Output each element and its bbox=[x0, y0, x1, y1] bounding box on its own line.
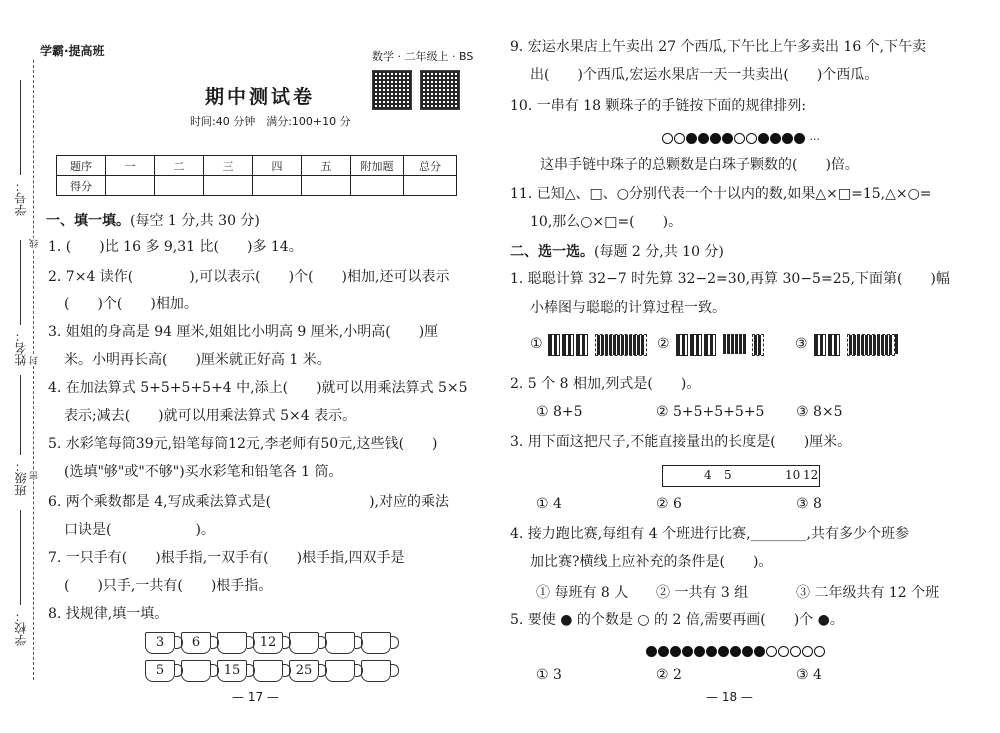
score-header-cell: 总分 bbox=[404, 156, 457, 176]
score-cell[interactable] bbox=[404, 176, 457, 196]
section-1-title: 一、填一填。 bbox=[46, 213, 130, 229]
score-cell[interactable] bbox=[204, 176, 253, 196]
cup-blank[interactable] bbox=[253, 660, 283, 682]
cut-mark-line: 线 bbox=[30, 239, 40, 248]
ruler bbox=[662, 465, 820, 487]
school-label: 学校： bbox=[14, 610, 28, 646]
black-bead bbox=[710, 133, 721, 144]
black-bead bbox=[706, 646, 717, 657]
section-2-title: 二、选一选。 bbox=[510, 244, 594, 260]
question-line: 加比赛?横线上应补充的条件是( )。 bbox=[530, 554, 773, 570]
black-bead bbox=[794, 133, 805, 144]
white-bead bbox=[790, 646, 801, 657]
question-line: 5. 水彩笔每筒39元,铅笔每筒12元,李老师有50元,这些钱( ) bbox=[48, 436, 438, 452]
q5-beads bbox=[646, 641, 826, 660]
stick-picture-2 bbox=[676, 334, 764, 356]
score-header-cell: 附加题 bbox=[351, 156, 404, 176]
school-blank[interactable] bbox=[20, 510, 21, 605]
question-line: 5. 要使 ● 的个数是 ○ 的 2 倍,需要再画( )个 ●。 bbox=[510, 612, 844, 628]
cup-blank[interactable] bbox=[325, 660, 355, 682]
black-bead bbox=[718, 646, 729, 657]
black-bead bbox=[682, 646, 693, 657]
option[interactable]: ① 4 bbox=[536, 496, 562, 512]
black-bead bbox=[658, 646, 669, 657]
score-header-cell: 一 bbox=[106, 156, 155, 176]
option[interactable]: ① 每班有 8 人 bbox=[536, 585, 629, 601]
section-1-note: (每空 1 分,共 30 分) bbox=[130, 213, 260, 229]
question-line: 2. 5 个 8 相加,列式是( )。 bbox=[510, 376, 701, 392]
question-line: 10,那么○×□=( )。 bbox=[530, 214, 683, 230]
black-bead bbox=[730, 646, 741, 657]
cup-with-number: 5 bbox=[145, 660, 175, 682]
option[interactable]: ② 一共有 3 组 bbox=[656, 585, 749, 601]
option[interactable]: ② 6 bbox=[656, 496, 682, 512]
white-bead bbox=[814, 646, 825, 657]
cup-with-number: 25 bbox=[289, 660, 319, 682]
cup-blank[interactable] bbox=[181, 660, 211, 682]
white-bead bbox=[662, 133, 673, 144]
score-header-cell: 二 bbox=[155, 156, 204, 176]
ruler-label: 12 bbox=[803, 468, 819, 482]
page-number-right: — 18 — bbox=[706, 690, 753, 704]
question-line: (选填"够"或"不够")买水彩笔和铅笔各 1 筒。 bbox=[64, 464, 343, 480]
question-line: 米。小明再长高( )厘米就正好高 1 米。 bbox=[64, 352, 331, 368]
question-line: 这串手链中珠子的总颗数是白珠子颗数的( )倍。 bbox=[540, 157, 859, 173]
stick-picture-3 bbox=[814, 334, 899, 356]
score-header-cell: 四 bbox=[253, 156, 302, 176]
ruler-label: 4 bbox=[704, 468, 712, 482]
question-line: 9. 宏运水果店上午卖出 27 个西瓜,下午比上午多卖出 16 个,下午卖 bbox=[510, 39, 927, 55]
cup-with-number: 12 bbox=[253, 632, 283, 654]
cup-blank[interactable] bbox=[217, 632, 247, 654]
cut-mark-seal: 封 bbox=[30, 356, 40, 365]
score-header-cell: 三 bbox=[204, 156, 253, 176]
section-2-heading bbox=[510, 241, 724, 261]
black-bead bbox=[754, 646, 765, 657]
question-line: 11. 已知△、□、○分别代表一个十以内的数,如果△×□=15,△×○= bbox=[510, 186, 932, 202]
cup-with-number: 3 bbox=[145, 632, 175, 654]
white-bead bbox=[734, 133, 745, 144]
question-line: ( )个( )相加。 bbox=[64, 296, 198, 312]
question-line: 10. 一串有 18 颗珠子的手链按下面的规律排列: bbox=[510, 98, 807, 114]
question-line: 3. 用下面这把尺子,不能直接量出的长度是( )厘米。 bbox=[510, 434, 852, 450]
black-bead bbox=[742, 646, 753, 657]
option[interactable]: ② 2 bbox=[656, 667, 682, 683]
cup-blank[interactable] bbox=[289, 632, 319, 654]
stick-picture-1 bbox=[548, 334, 647, 356]
question-line: 2. 7×4 读作( ),可以表示( )个( )相加,还可以表示 bbox=[48, 269, 450, 285]
student-id-blank[interactable] bbox=[20, 80, 21, 175]
question-line: 6. 两个乘数都是 4,写成乘法算式是( ),对应的乘法 bbox=[48, 494, 449, 510]
cup-blank[interactable] bbox=[325, 632, 355, 654]
score-header-cell: 题序 bbox=[57, 156, 106, 176]
white-bead bbox=[778, 646, 789, 657]
bracelet-beads bbox=[662, 128, 820, 147]
score-header-cell: 五 bbox=[302, 156, 351, 176]
student-id-label: 学号： bbox=[14, 180, 28, 216]
black-bead bbox=[770, 133, 781, 144]
white-bead bbox=[674, 133, 685, 144]
option[interactable]: ① 3 bbox=[536, 667, 562, 683]
black-bead bbox=[698, 133, 709, 144]
black-bead bbox=[782, 133, 793, 144]
question-line: 7. 一只手有( )根手指,一双手有( )根手指,四双手是 bbox=[48, 550, 405, 566]
black-bead bbox=[686, 133, 697, 144]
question-line: ( )只手,一共有( )根手指。 bbox=[64, 578, 273, 594]
ruler-label: 10 bbox=[785, 468, 801, 482]
option[interactable]: ② 5+5+5+5+5 bbox=[656, 404, 765, 420]
question-line: 1. 聪聪计算 32−7 时先算 32−2=30,再算 30−5=25,下面第( )幅 bbox=[510, 271, 950, 287]
class-label: 班级： bbox=[14, 460, 28, 496]
question-line: 3. 姐姐的身高是 94 厘米,姐姐比小明高 9 厘米,小明高( )厘 bbox=[48, 324, 439, 340]
black-bead bbox=[670, 646, 681, 657]
question-line: 4. 在加法算式 5+5+5+5+4 中,添上( )就可以用乘法算式 5×5 bbox=[48, 380, 468, 396]
cup-with-number: 6 bbox=[181, 632, 211, 654]
score-cell[interactable] bbox=[106, 176, 155, 196]
section-2-note: (每题 2 分,共 10 分) bbox=[594, 244, 724, 260]
option[interactable]: ③ 二年级共有 12 个班 bbox=[796, 585, 940, 601]
option[interactable]: ③ 8×5 bbox=[796, 404, 843, 420]
ruler-label: 5 bbox=[724, 468, 732, 482]
qr-code-2 bbox=[420, 70, 460, 110]
class-blank[interactable] bbox=[20, 375, 21, 455]
cup-with-number: 15 bbox=[217, 660, 247, 682]
black-bead bbox=[722, 133, 733, 144]
binding-line bbox=[33, 60, 34, 680]
black-bead bbox=[694, 646, 705, 657]
ellipsis: ··· bbox=[806, 133, 820, 146]
question-line: 口诀是( )。 bbox=[64, 522, 215, 538]
section-1-heading bbox=[46, 210, 260, 230]
question-line: 表示;减去( )就可以用乘法算式 5×4 表示。 bbox=[64, 408, 357, 424]
cup-blank[interactable] bbox=[361, 632, 391, 654]
question-line: 1. ( )比 16 多 9,31 比( )多 14。 bbox=[48, 239, 303, 255]
score-table bbox=[56, 155, 457, 196]
black-bead bbox=[646, 646, 657, 657]
stick-option-2-marker[interactable]: ② bbox=[657, 336, 670, 352]
stick-option-3-marker[interactable]: ③ bbox=[795, 336, 808, 352]
option[interactable]: ③ 8 bbox=[796, 496, 822, 512]
question-line: 8. 找规律,填一填。 bbox=[48, 606, 169, 622]
option[interactable]: ① 8+5 bbox=[536, 404, 583, 420]
cut-mark-secret: 密 bbox=[30, 471, 40, 480]
name-blank[interactable] bbox=[20, 240, 21, 325]
score-cell[interactable] bbox=[351, 176, 404, 196]
qr-code-1 bbox=[372, 70, 412, 110]
page-title: 期中测试卷 bbox=[205, 86, 316, 108]
question-line: 出( )个西瓜,宏运水果店一天一共卖出( )个西瓜。 bbox=[530, 67, 879, 83]
cup-blank[interactable] bbox=[361, 660, 391, 682]
series-label: 数学 · 二年级上 · BS bbox=[372, 50, 474, 63]
question-line: 小棒图与聪聪的计算过程一致。 bbox=[530, 300, 726, 316]
score-cell[interactable] bbox=[155, 176, 204, 196]
option[interactable]: ③ 4 bbox=[796, 667, 822, 683]
white-bead bbox=[802, 646, 813, 657]
score-cell[interactable] bbox=[253, 176, 302, 196]
page-number-left: — 17 — bbox=[232, 690, 279, 704]
brand-logo: 学霸·提高班 bbox=[40, 44, 105, 58]
question-line: 4. 接力跑比赛,每组有 4 个班进行比赛,________,共有多少个班参 bbox=[510, 526, 909, 542]
white-bead bbox=[766, 646, 777, 657]
name-label: 姓名： bbox=[14, 330, 28, 366]
black-bead bbox=[758, 133, 769, 144]
stick-option-1-marker[interactable]: ① bbox=[530, 336, 543, 352]
white-bead bbox=[746, 133, 757, 144]
score-row-label: 得分 bbox=[57, 176, 106, 196]
score-cell[interactable] bbox=[302, 176, 351, 196]
time-info: 时间:40 分钟 满分:100+10 分 bbox=[190, 115, 351, 128]
